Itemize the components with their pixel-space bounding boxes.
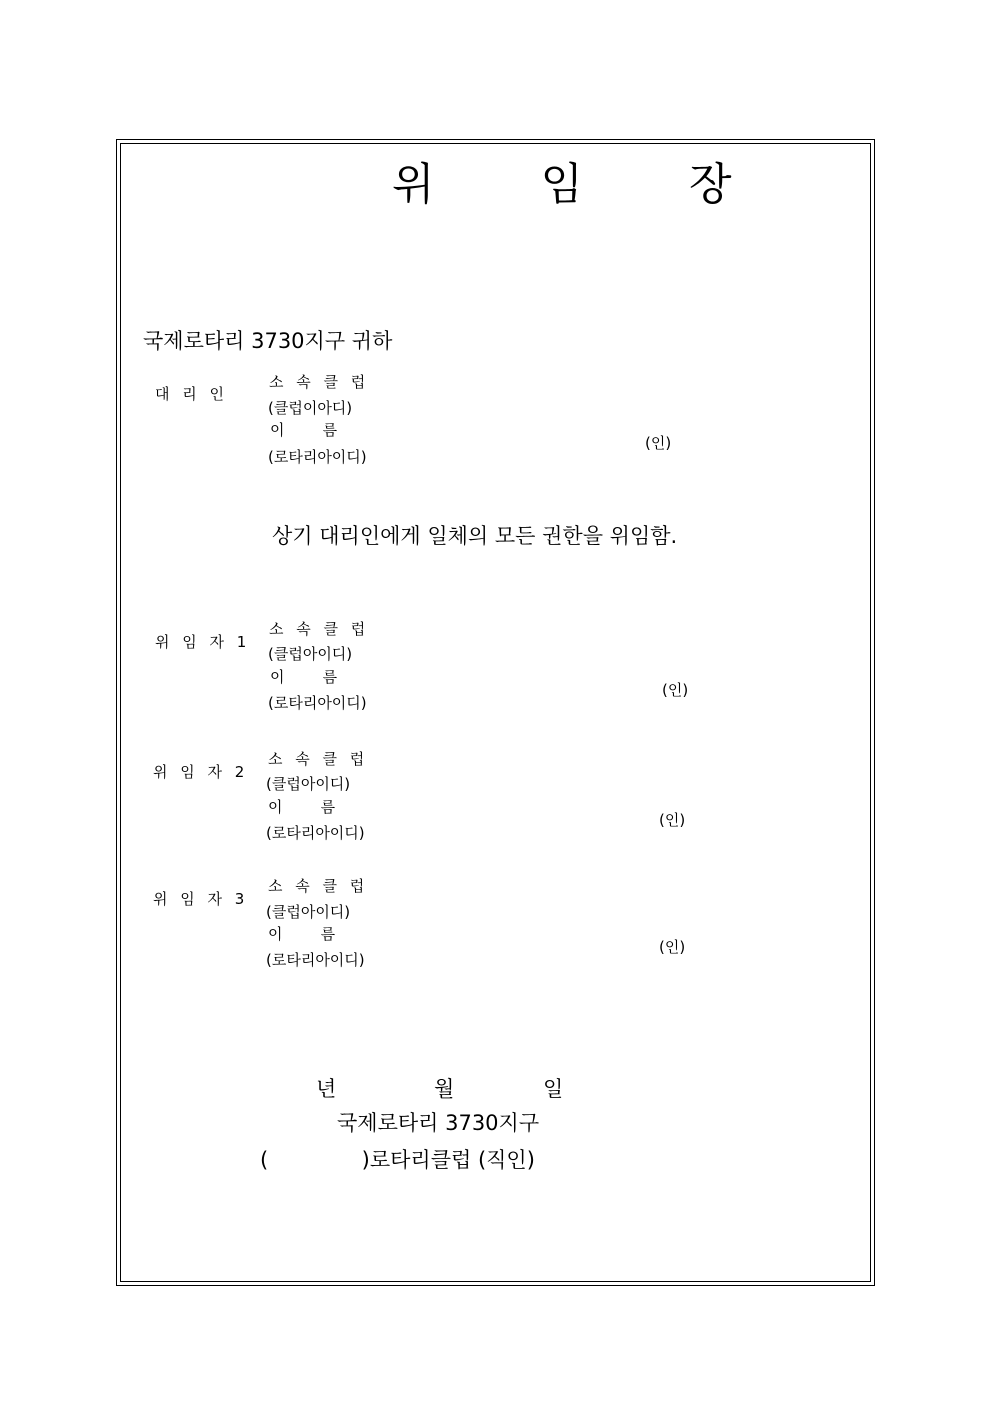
document-title: 위 임 장 xyxy=(392,159,778,210)
delegator-rotary-id-label: (로타리아이디) xyxy=(266,824,365,842)
delegator-seal: (인) xyxy=(662,681,689,699)
footer-district: 국제로타리 3730지구 xyxy=(337,1111,540,1135)
agent-role-label: 대 리 인 xyxy=(155,385,229,403)
agent-name-label: 이 름 xyxy=(270,421,338,439)
delegator-club-id-label: (클럽아이디) xyxy=(266,903,351,921)
delegator-club-id-label: (클럽아이디) xyxy=(268,645,353,663)
agent-seal: (인) xyxy=(645,434,672,452)
agent-club-id-label: (클럽이아디) xyxy=(268,399,353,417)
delegator-role-label: 위 임 자 1 xyxy=(155,633,251,651)
delegator-club-label: 소 속 클 럽 xyxy=(269,620,370,638)
delegator-role-label: 위 임 자 3 xyxy=(153,890,249,908)
date-year-label: 년 xyxy=(316,1077,337,1101)
delegation-statement: 상기 대리인에게 일체의 모든 권한을 위임함. xyxy=(272,524,678,548)
addressee: 국제로타리 3730지구 귀하 xyxy=(143,329,393,353)
delegator-club-label: 소 속 클 럽 xyxy=(268,877,369,895)
footer-club-signature: ( )로타리클럽 (직인) xyxy=(260,1148,535,1172)
delegator-club-label: 소 속 클 럽 xyxy=(268,750,369,768)
delegator-name-label: 이 름 xyxy=(270,668,338,686)
delegator-role-label: 위 임 자 2 xyxy=(153,763,249,781)
delegator-name-label: 이 름 xyxy=(268,925,336,943)
date-month-label: 월 xyxy=(434,1077,455,1101)
delegator-seal: (인) xyxy=(659,938,686,956)
delegator-name-label: 이 름 xyxy=(268,798,336,816)
delegator-seal: (인) xyxy=(659,811,686,829)
date-day-label: 일 xyxy=(543,1077,564,1101)
delegator-rotary-id-label: (로타리아이디) xyxy=(268,694,367,712)
delegator-club-id-label: (클럽아이디) xyxy=(266,775,351,793)
agent-rotary-id-label: (로타리아이디) xyxy=(268,448,367,466)
agent-club-label: 소 속 클 럽 xyxy=(269,373,370,391)
delegator-rotary-id-label: (로타리아이디) xyxy=(266,951,365,969)
